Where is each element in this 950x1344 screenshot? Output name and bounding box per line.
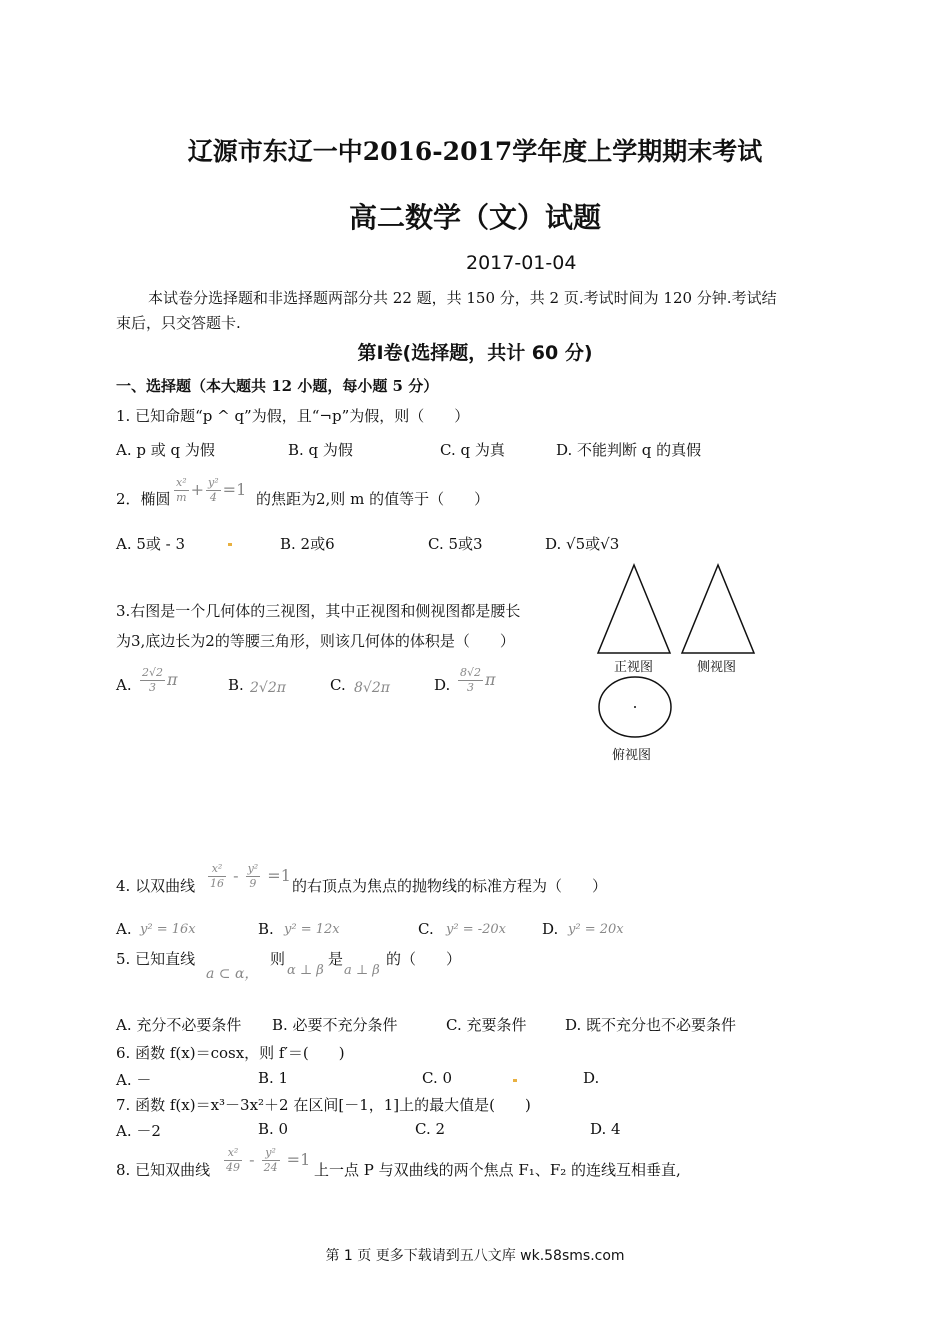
q3-option-a-math: $\frac{2√2}{3}$ π — [142, 666, 178, 694]
q5-math-2: α ⊥ β — [287, 963, 324, 978]
q7-option-b: B. 0 — [258, 1120, 289, 1138]
q6-option-b: B. 1 — [258, 1069, 289, 1087]
q2-option-d: D. √5或√3 — [545, 535, 620, 553]
q4-option-c-label: C. — [418, 920, 434, 938]
q5-option-c: C. 充要条件 — [446, 1016, 527, 1034]
q5-math-1: a ⊂ α， — [206, 966, 259, 982]
q4-suffix: 的右顶点为焦点的抛物线的标准方程为（ ） — [292, 877, 608, 895]
intro-line-2: 束后，只交答题卡. — [116, 314, 241, 332]
side-view-triangle — [682, 565, 754, 653]
q4-prefix: 4. 以双曲线 — [116, 877, 196, 895]
q2-prefix: 2．椭圆 — [116, 490, 171, 508]
exam-title: 辽源市东辽一中2016-2017学年度上学期期末考试 — [187, 137, 763, 166]
stray-mark — [228, 543, 232, 546]
q5-stem-4: 的（ ） — [386, 950, 462, 968]
q8-prefix: 8. 已知双曲线 — [116, 1161, 211, 1179]
q8-suffix: 上一点 P 与双曲线的两个焦点 F₁、F₂ 的连线互相垂直, — [314, 1161, 681, 1179]
q5-stem-1: 5. 已知直线 — [116, 950, 196, 968]
q4-option-d-math: y² = 20x — [568, 922, 624, 937]
stray-mark — [513, 1079, 517, 1082]
front-view-caption: 正视图 — [614, 660, 654, 675]
q2-option-b: B. 2或6 — [280, 535, 335, 553]
q6-option-d: D. — [583, 1069, 600, 1087]
q1-option-d: D. 不能判断 q 的真假 — [556, 441, 702, 459]
q1-stem: 1. 已知命题“p ^ q”为假，且“¬p”为假，则（ ） — [116, 407, 470, 425]
section-title: 第Ⅰ卷(选择题，共计 60 分) — [357, 342, 593, 364]
q4-option-a-label: A. — [116, 920, 132, 938]
q7-option-d: D. 4 — [590, 1120, 621, 1138]
front-view-triangle — [598, 565, 670, 653]
q3-option-d-math: $\frac{8√2}{3}$ π — [460, 666, 496, 694]
q1-option-c: C. q 为真 — [440, 441, 505, 459]
q6-option-a: A. － — [116, 1071, 152, 1089]
q5-stem-3: 是 — [328, 950, 344, 968]
q5-option-b: B. 必要不充分条件 — [272, 1016, 398, 1034]
q3-line-2: 为3,底边长为2的等腰三角形，则该几何体的体积是（ ） — [116, 632, 515, 650]
exam-date: 2017-01-04 — [466, 252, 577, 274]
q4-option-d-label: D. — [542, 920, 559, 938]
q7-option-a: A. －2 — [116, 1122, 161, 1140]
q5-option-d: D. 既不充分也不必要条件 — [565, 1016, 737, 1034]
top-view-center — [634, 706, 636, 708]
q2-ellipse-equation: $\frac{\text{x²}}{m}$ + $\frac{\text{y²}}{4}$ =1 — [176, 476, 247, 504]
intro-line-1: 本试卷分选择题和非选择题两部分共 22 题，共 150 分，共 2 页.考试时间为 120 分钟.考试结 — [148, 289, 777, 307]
q4-hyperbola-equation: $\frac{\text{x²}}{16}$ - $\frac{\text{y²}}{9}$ =1 — [210, 862, 291, 890]
q7-option-c: C. 2 — [415, 1120, 446, 1138]
q3-option-c-math: 8√2π — [354, 680, 390, 696]
q6-stem: 6. 函数 f(x)＝cosx，则 f′＝( ) — [116, 1044, 345, 1062]
part-heading: 一、选择题（本大题共 12 小题，每小题 5 分） — [116, 377, 439, 395]
q7-stem: 7. 函数 f(x)＝x³－3x²＋2 在区间[－1，1]上的最大值是( ) — [116, 1096, 531, 1114]
q3-line-1: 3.右图是一个几何体的三视图，其中正视图和侧视图都是腰长 — [116, 602, 521, 620]
q5-option-a: A. 充分不必要条件 — [116, 1016, 242, 1034]
q4-option-b-math: y² = 12x — [284, 922, 340, 937]
q4-option-c-math: y² = -20x — [446, 922, 506, 937]
side-view-caption: 侧视图 — [697, 660, 737, 675]
q3-option-b-label: B. — [228, 676, 244, 694]
q3-option-a-label: A. — [116, 676, 132, 694]
q4-option-a-math: y² = 16x — [140, 922, 196, 937]
q5-stem-2: 则 — [270, 950, 286, 968]
q4-option-b-label: B. — [258, 920, 274, 938]
q3-option-d-label: D. — [434, 676, 451, 694]
page-footer: 第 1 页 更多下载请到五八文库 wk.58sms.com — [325, 1248, 625, 1264]
q5-math-3: a ⊥ β — [344, 963, 380, 978]
q2-suffix: 的焦距为2,则 m 的值等于（ ） — [256, 490, 490, 508]
q2-option-a: A. 5或 - 3 — [116, 535, 186, 553]
q2-option-c: C. 5或3 — [428, 535, 483, 553]
q8-hyperbola-equation: $\frac{\text{x²}}{49}$ - $\frac{\text{y²}}{24}$ =1 — [226, 1146, 311, 1174]
q1-option-b: B. q 为假 — [288, 441, 353, 459]
q1-option-a: A. p 或 q 为假 — [116, 441, 215, 459]
q6-option-c: C. 0 — [422, 1069, 453, 1087]
q3-option-c-label: C. — [330, 676, 346, 694]
exam-subtitle: 高二数学（文）试题 — [348, 201, 601, 234]
q3-option-b-math: 2√2π — [250, 680, 286, 696]
top-view-caption: 俯视图 — [612, 748, 652, 763]
